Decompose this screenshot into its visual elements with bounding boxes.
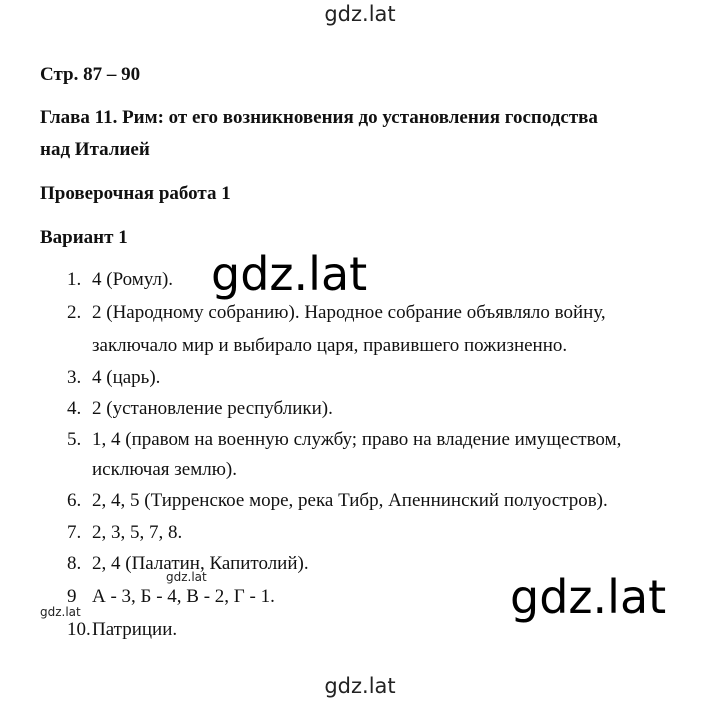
answer-item-4 [67,397,333,421]
variant-title: Вариант 1 [40,227,128,248]
answer-item-7 [67,521,182,545]
answer-text: 2, 4, 5 (Тирренское море, река Тибр, Апеннинский полуостров). [92,490,608,511]
answer-text: 1, 4 (правом на военную службу; право на владение имуществом, [92,429,622,450]
answer-number: 7. [67,522,82,543]
answer-item-5-continuation: исключая землю). [92,459,237,480]
answer-text: А - 3, Б - 4, В - 2, Г - 1. [92,586,275,607]
answer-text: 4 (царь). [92,367,161,388]
answer-item-10 [67,618,177,642]
answer-number: 5. [67,429,82,450]
page-range: Стр. 87 – 90 [40,64,141,85]
answer-number: 6. [67,490,82,511]
answer-text: 2 (Народному собранию). Народное собрание объявляло войну, [92,302,606,323]
answer-text: 4 (Ромул). [92,269,174,290]
answer-number: 3. [67,367,82,388]
answer-item-1 [67,268,173,292]
chapter-title-line-1: Глава 11. Рим: от его возникновения до установления господства [40,107,598,128]
answer-number: 2. [67,302,82,323]
answer-text: 2, 4 (Палатин, Капитолий). [92,553,309,574]
watermark-small-1: gdz.lat [166,570,207,584]
answer-item-9 [67,585,275,609]
watermark-small-2: gdz.lat [40,605,81,619]
watermark-right: gdz.lat [510,570,667,624]
answer-number: 1. [67,269,82,290]
answer-item-3 [67,366,160,390]
watermark-bottom: gdz.lat [324,674,396,698]
answer-text: 2, 3, 5, 7, 8. [92,522,183,543]
answer-number: 9 [67,586,77,607]
answer-number: 4. [67,398,82,419]
watermark-top: gdz.lat [324,2,396,26]
answer-number: 8. [67,553,82,574]
answer-item-6 [67,489,608,513]
answer-text: 2 (установление республики). [92,398,333,419]
work-title: Проверочная работа 1 [40,183,231,204]
watermark-middle: gdz.lat [211,247,368,301]
answer-item-5 [67,428,621,452]
answer-number: 10. [67,619,91,640]
answer-item-2 [67,301,606,325]
answer-text: Патриции. [92,619,178,640]
chapter-title-line-2: над Италией [40,139,150,160]
answer-item-2-continuation: заключало мир и выбирало царя, правившего пожизненно. [92,335,568,356]
